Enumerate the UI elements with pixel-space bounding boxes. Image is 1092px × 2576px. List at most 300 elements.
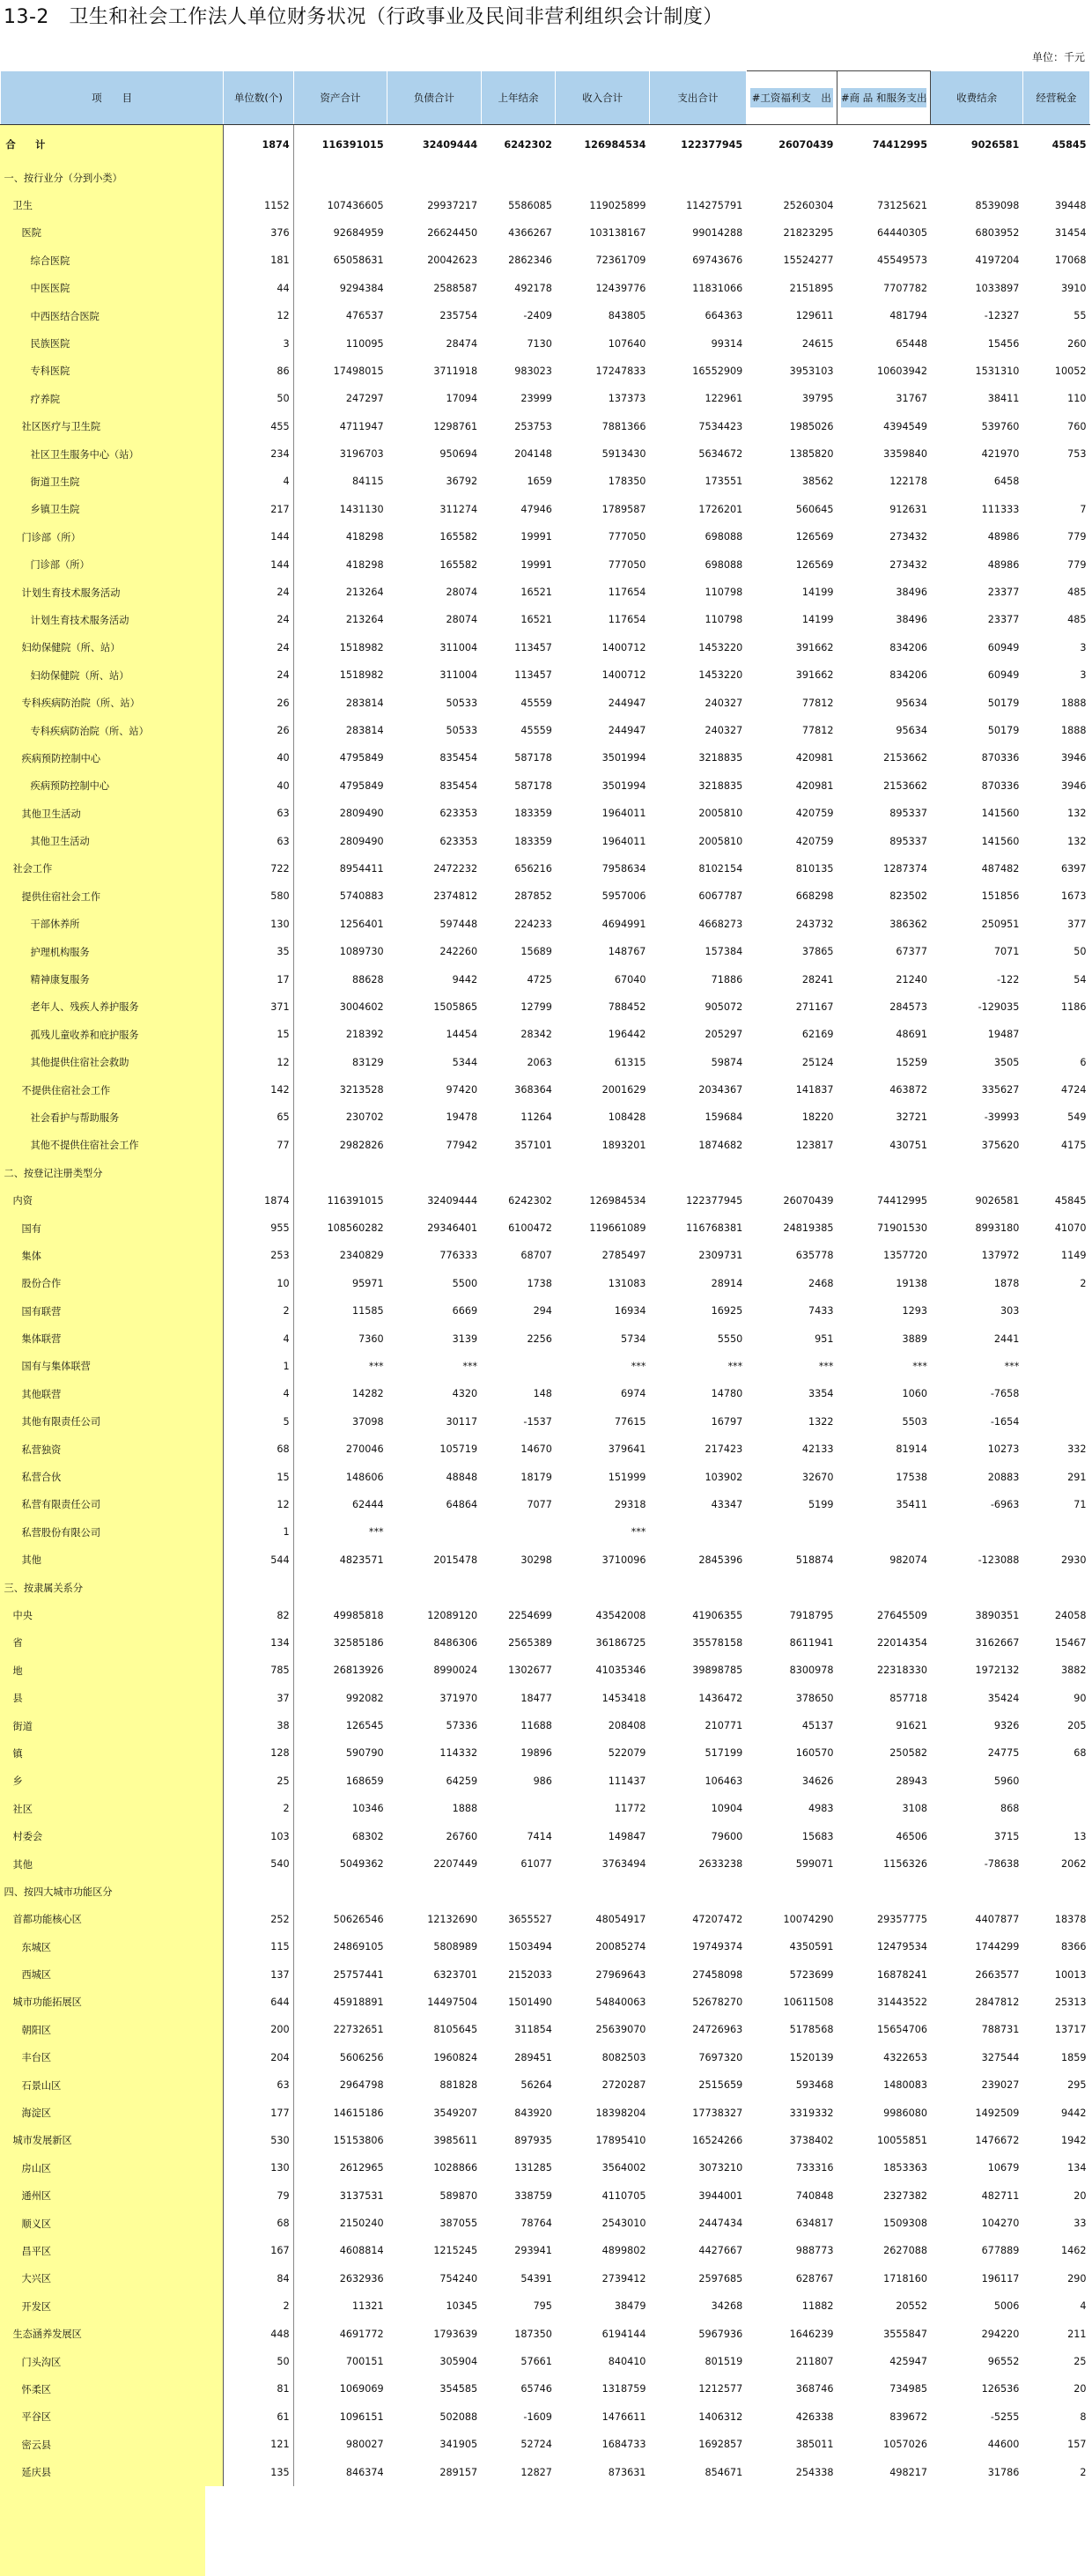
cell-value: 3108: [902, 1803, 927, 1815]
cell-value: [293, 1878, 387, 1905]
cell-value: 1726201: [698, 503, 743, 515]
cell-value: 2930: [1061, 1554, 1087, 1566]
cell-value: 117654: [608, 587, 646, 599]
table-row: [1, 1103, 1090, 1131]
cell-value: 3890351: [975, 1609, 1020, 1621]
cell-value: 10346: [352, 1803, 384, 1815]
cell-value: 4: [1080, 2300, 1087, 2313]
cell-value: 26624450: [427, 226, 478, 239]
cell-value: 21240: [896, 973, 927, 985]
cell-value: 142: [224, 1076, 293, 1103]
cell-value: 68: [224, 1436, 293, 1463]
cell-value: 895337: [889, 808, 927, 820]
cell-value: 28474: [446, 337, 478, 350]
cell-value: 20042623: [427, 255, 478, 267]
cell-value: [931, 1518, 1022, 1546]
cell-value: 68: [1074, 1747, 1087, 1760]
cell-value: 3711918: [433, 365, 478, 377]
cell-value: 7360: [358, 1332, 384, 1345]
row-label: 密云县: [1, 2431, 224, 2458]
cell-value: 43542008: [595, 1609, 646, 1621]
cell-value: 4322653: [883, 2051, 927, 2063]
cell-value: 1518982: [339, 641, 384, 653]
cell-value: 165582: [439, 558, 478, 571]
cell-value: 47207472: [692, 1913, 743, 1925]
row-label: 其他有限责任公司: [1, 1408, 224, 1436]
cell-value: 90: [1074, 1692, 1087, 1704]
cell-value: 25313: [1054, 1996, 1087, 2008]
cell-value: 6067787: [698, 890, 743, 903]
cell-value: 45559: [520, 725, 552, 736]
cell-value: 1322: [808, 1415, 834, 1428]
row-label: 通州区: [1, 2182, 224, 2210]
cell-value: 12: [224, 1491, 293, 1518]
cell-value: 4724: [1061, 1084, 1087, 1096]
cell-value: 15153806: [333, 2134, 384, 2146]
cell-value: 113457: [514, 641, 552, 653]
cell-value: 35424: [987, 1692, 1020, 1704]
cell-value: 983023: [514, 365, 552, 377]
row-label: 社会工作: [1, 855, 224, 882]
cell-value: 74412995: [872, 138, 927, 151]
cell-value: 25: [1074, 2356, 1087, 2368]
cell-value: 6242302: [504, 138, 552, 151]
cell-value: 5734: [620, 1332, 646, 1345]
row-label: 老年人、残疾人养护服务: [1, 993, 224, 1021]
cell-value: 3910: [1061, 282, 1087, 294]
cell-value: 1684733: [601, 2439, 646, 2451]
table-row: [1, 689, 1090, 716]
cell-value: 111437: [608, 1775, 646, 1787]
cell-value: 518874: [795, 1554, 834, 1566]
cell-value: 45559: [520, 697, 552, 709]
cell-value: 6803952: [975, 226, 1020, 239]
cell-value: 2327382: [883, 2189, 927, 2202]
cell-value: 3505: [993, 1056, 1020, 1068]
table-row: [1, 1960, 1090, 1988]
header-goods-services: [837, 71, 931, 125]
cell-value: 32409444: [427, 1194, 478, 1207]
cell-value: [1022, 1353, 1089, 1380]
cell-value: 38411: [987, 393, 1020, 405]
cell-value: 8105645: [433, 2024, 478, 2036]
row-label: 社区卫生服务中心（站）: [1, 440, 224, 468]
cell-value: 7433: [808, 1305, 834, 1318]
cell-value: 50626546: [333, 1913, 384, 1925]
cell-value: 9986080: [883, 2107, 927, 2119]
cell-value: [481, 1518, 556, 1546]
table-body: [1, 125, 1090, 2486]
table-row: [1, 911, 1090, 938]
cell-value: 2207449: [433, 1858, 478, 1871]
cell-value: 25260304: [783, 199, 834, 211]
cell-value: 560645: [795, 503, 834, 515]
table-area: [0, 70, 1092, 2576]
table-row: [1, 1601, 1090, 1628]
cell-value: 11882: [801, 2300, 834, 2313]
cell-value: 157: [1067, 2439, 1087, 2451]
cell-value: 1028866: [433, 2162, 478, 2174]
cell-value: 41070: [1054, 1222, 1087, 1235]
cell-value: 3: [1080, 641, 1087, 653]
page-title: 13-2 卫生和社会工作法人单位财务状况（行政事业及民间非营利组织会计制度）: [4, 6, 723, 28]
cell-value: [649, 1159, 746, 1186]
cell-value: 15467: [1054, 1636, 1087, 1649]
row-label: 妇幼保健院（所、站）: [1, 661, 224, 689]
cell-value: 11585: [352, 1305, 384, 1318]
cell-value: 218392: [345, 1029, 384, 1041]
cell-value: 48986: [987, 531, 1020, 543]
cell-value: 481794: [889, 310, 927, 322]
cell-value: 181: [224, 247, 293, 274]
cell-value: 45918891: [333, 1996, 384, 2008]
cell-value: 1501490: [508, 1996, 552, 2008]
cell-value: [293, 1159, 387, 1186]
cell-value: 177: [224, 2099, 293, 2126]
cell-value: -123088: [978, 1554, 1020, 1566]
cell-value: [837, 164, 931, 191]
row-label: 社区医疗与卫生院: [1, 413, 224, 440]
cell-value: 5808989: [433, 1941, 478, 1953]
cell-value: 371970: [439, 1692, 478, 1704]
cell-value: 5913430: [601, 448, 646, 461]
table-row: [1, 2016, 1090, 2043]
cell-value: 132: [1067, 808, 1087, 820]
cell-value: 45137: [801, 1720, 834, 1732]
cell-value: [387, 1574, 482, 1601]
row-label: 专科疾病防治院（所、站）: [1, 689, 224, 716]
cell-value: 4668273: [698, 918, 743, 930]
cell-value: 18477: [520, 1692, 552, 1704]
cell-value: 870336: [981, 779, 1020, 792]
table-row: [1, 2154, 1090, 2181]
cell-value: 7130: [527, 337, 552, 350]
cell-value: 213264: [345, 614, 384, 626]
cell-value: 38496: [896, 587, 927, 599]
cell-value: 3738402: [789, 2134, 834, 2146]
row-label: 街道: [1, 1712, 224, 1739]
cell-value: 137373: [608, 393, 646, 405]
cell-value: 61: [224, 2403, 293, 2431]
cell-value: 1096151: [339, 2410, 384, 2423]
cell-value: 1453220: [698, 669, 743, 682]
cell-value: 777050: [608, 531, 646, 543]
cell-value: 60949: [987, 641, 1020, 653]
table-row: [1, 938, 1090, 965]
cell-value: 1480083: [883, 2079, 927, 2092]
table-row: [1, 744, 1090, 771]
cell-value: 63: [224, 2071, 293, 2099]
cell-value: 2: [1080, 2466, 1087, 2478]
table-row: [1, 965, 1090, 993]
cell-value: 24: [224, 606, 293, 633]
cell-value: 580: [224, 882, 293, 910]
row-label: 私营有限责任公司: [1, 1491, 224, 1518]
cell-value: 540: [224, 1850, 293, 1878]
table-row: [1, 800, 1090, 827]
cell-value: 2: [224, 1795, 293, 1822]
cell-value: 593468: [795, 2079, 834, 2092]
cell-value: 119025899: [589, 199, 646, 211]
cell-value: 20552: [896, 2300, 927, 2313]
table-row: [1, 1518, 1090, 1546]
table-row: [1, 302, 1090, 329]
cell-value: 6242302: [508, 1194, 552, 1207]
table-row: [1, 1657, 1090, 1684]
table-row: [1, 579, 1090, 606]
table-row: [1, 523, 1090, 550]
cell-value: 10273: [987, 1443, 1020, 1456]
row-label: 乡: [1, 1768, 224, 1795]
cell-value: 11321: [352, 2300, 384, 2313]
cell-value: 311274: [439, 503, 478, 515]
cell-value: 50179: [987, 725, 1020, 736]
cell-value: 485: [1067, 587, 1087, 599]
cell-value: 44600: [987, 2439, 1020, 2451]
cell-value: 378650: [795, 1692, 834, 1704]
cell-value: 386362: [889, 918, 927, 930]
cell-value: [1022, 1325, 1089, 1352]
cell-value: [481, 1574, 556, 1601]
cell-value: 1646239: [789, 2328, 834, 2340]
cell-value: 96552: [987, 2356, 1020, 2368]
table-row: [1, 329, 1090, 357]
cell-value: 6100472: [508, 1222, 552, 1235]
cell-value: 1476672: [975, 2134, 1020, 2146]
cell-value: 418298: [345, 558, 384, 571]
cell-value: 104270: [981, 2218, 1020, 2230]
cell-value: 24775: [987, 1747, 1020, 1760]
cell-value: 37098: [352, 1415, 384, 1428]
cell-value: 25757441: [333, 1968, 384, 1981]
row-label: 其他卫生活动: [1, 800, 224, 827]
cell-value: 854671: [705, 2466, 743, 2478]
cell-value: 1: [224, 1353, 293, 1380]
header-row: [1, 71, 1090, 125]
cell-value: [224, 1574, 293, 1601]
cell-value: 29357775: [877, 1913, 927, 1925]
cell-value: 3359840: [883, 448, 927, 461]
cell-value: 30298: [520, 1554, 552, 1566]
cell-value: 4983: [808, 1803, 834, 1815]
table-row: [1, 2127, 1090, 2154]
cell-value: [387, 1878, 482, 1905]
cell-value: 108428: [608, 1111, 646, 1124]
cell-value: 988773: [795, 2245, 834, 2257]
cell-value: 17094: [446, 393, 478, 405]
cell-value: 13717: [1054, 2024, 1087, 2036]
cell-value: 115: [224, 1933, 293, 1960]
cell-value: 144: [224, 550, 293, 578]
table-row: [1, 827, 1090, 854]
cell-value: 137972: [981, 1250, 1020, 1262]
cell-value: 64440305: [877, 226, 927, 239]
cell-value: 391662: [795, 641, 834, 653]
cell-value: 840410: [608, 2356, 646, 2368]
cell-value: 502088: [439, 2410, 478, 2423]
cell-value: 244947: [608, 697, 646, 709]
cell-value: 4: [224, 1380, 293, 1407]
cell-value: -12327: [984, 310, 1020, 322]
cell-value: 35578158: [692, 1636, 743, 1649]
cell-value: 293941: [514, 2245, 552, 2257]
cell-value: 86: [224, 358, 293, 385]
cell-value: 664363: [705, 310, 743, 322]
cell-value: 151856: [981, 890, 1020, 903]
cell-value: 39448: [1054, 199, 1087, 211]
cell-value: 4795849: [339, 779, 384, 792]
cell-value: 295: [1067, 2079, 1087, 2092]
cell-value: 810135: [795, 862, 834, 875]
cell-value: 4394549: [883, 420, 927, 432]
cell-value: 18179: [520, 1471, 552, 1483]
cell-value: 341905: [439, 2439, 478, 2451]
cell-value: 14282: [352, 1388, 384, 1400]
table-row: [1, 772, 1090, 800]
cell-value: [1022, 1518, 1089, 1546]
cell-value: -1537: [523, 1415, 552, 1428]
cell-value: 2152033: [508, 1968, 552, 1981]
cell-value: 50: [224, 2348, 293, 2375]
cell-value: 2809490: [339, 808, 384, 820]
cell-value: 760: [1067, 420, 1087, 432]
cell-value: 1874: [224, 125, 293, 165]
row-label: 妇幼保健院（所、站）: [1, 634, 224, 661]
cell-value: 62169: [801, 1029, 834, 1041]
cell-value: 5500: [452, 1277, 478, 1289]
cell-value: 50533: [446, 725, 478, 736]
cell-value: 250951: [981, 918, 1020, 930]
cell-value: 37: [224, 1684, 293, 1711]
cell-value: 217423: [705, 1443, 743, 1456]
cell-value: 6669: [452, 1305, 478, 1318]
cell-value: 103: [224, 1822, 293, 1849]
cell-value: 3946: [1061, 779, 1087, 792]
cell-value: 196442: [608, 1029, 646, 1041]
cell-value: 103138167: [589, 226, 646, 239]
cell-value: 623353: [439, 808, 478, 820]
table-row: [1, 496, 1090, 523]
cell-value: 13: [1074, 1830, 1087, 1842]
cell-value: 24726963: [692, 2024, 743, 2036]
cell-value: 40: [224, 772, 293, 800]
cell-value: 950694: [439, 448, 478, 461]
cell-value: 3162667: [975, 1636, 1020, 1649]
table-row: [1, 1159, 1090, 1186]
cell-value: 4366267: [508, 226, 552, 239]
cell-value: 2845396: [698, 1554, 743, 1566]
row-label: 朝阳区: [1, 2016, 224, 2043]
cell-value: 1318759: [601, 2383, 646, 2395]
cell-value: [1022, 164, 1089, 191]
cell-value: 5957006: [601, 890, 646, 903]
cell-value: 425947: [889, 2356, 927, 2368]
cell-value: 32721: [896, 1111, 927, 1124]
cell-value: 10611508: [783, 1996, 834, 2008]
cell-value: 50: [224, 385, 293, 412]
cell-value: 9294384: [339, 282, 384, 294]
cell-value: 2565389: [508, 1636, 552, 1649]
cell-value: 7697320: [698, 2051, 743, 2063]
table-row: [1, 1353, 1090, 1380]
cell-value: 3319332: [789, 2107, 834, 2119]
table-row: [1, 1380, 1090, 1407]
cell-value: 27645509: [877, 1609, 927, 1621]
cell-value: 335627: [981, 1084, 1020, 1096]
cell-value: 26760: [446, 1830, 478, 1842]
cell-value: 64259: [446, 1775, 478, 1787]
cell-value: 1406312: [698, 2410, 743, 2423]
cell-value: 2964798: [339, 2079, 384, 2092]
row-label: 城市功能拓展区: [1, 1989, 224, 2016]
row-label: 私营独资: [1, 1436, 224, 1463]
cell-value: 2720287: [601, 2079, 646, 2092]
cell-value: 1057026: [883, 2439, 927, 2451]
cell-value: 4711947: [339, 420, 384, 432]
cell-value: 253: [224, 1242, 293, 1269]
table-row: [1, 1712, 1090, 1739]
cell-value: 114332: [439, 1747, 478, 1760]
cell-value: 183359: [514, 808, 552, 820]
cell-value: 10345: [446, 2300, 478, 2313]
header-liabilities: 负债合计: [387, 71, 482, 125]
cell-value: 6: [1080, 1056, 1087, 1068]
cell-value: 1149: [1061, 1250, 1087, 1262]
cell-value: 1960824: [433, 2051, 478, 2063]
cell-value: 5049362: [339, 1858, 384, 1871]
cell-value: 23377: [987, 614, 1020, 626]
cell-value: [1022, 1380, 1089, 1407]
cell-value: 311004: [439, 641, 478, 653]
cell-value: 8486306: [433, 1636, 478, 1649]
row-label: 海淀区: [1, 2099, 224, 2126]
cell-value: [1022, 1795, 1089, 1822]
cell-value: 3354: [808, 1388, 834, 1400]
cell-value: 482711: [981, 2189, 1020, 2202]
table-row: [1, 1768, 1090, 1795]
cell-value: 35: [224, 938, 293, 965]
row-label: 中央: [1, 1601, 224, 1628]
cell-value: 10603942: [877, 365, 927, 377]
table-row: [1, 440, 1090, 468]
cell-value: 116391015: [327, 1194, 384, 1207]
cell-value: 2340829: [339, 1250, 384, 1262]
cell-value: 43347: [711, 1498, 743, 1510]
cell-value: 130: [224, 2154, 293, 2181]
cell-value: 951: [815, 1332, 834, 1345]
cell-value: 1156326: [883, 1858, 927, 1871]
table-row: [1, 2071, 1090, 2099]
cell-value: 779: [1067, 558, 1087, 571]
cell-value: 62444: [352, 1498, 384, 1510]
table-row: [1, 1546, 1090, 1574]
row-label: 专科医院: [1, 358, 224, 385]
cell-value: 10: [224, 1270, 293, 1297]
cell-value: 327544: [981, 2051, 1020, 2063]
cell-value: 41035346: [595, 1664, 646, 1677]
cell-value: 110798: [705, 587, 743, 599]
cell-value: 12827: [520, 2466, 552, 2478]
cell-value: 1874: [224, 1186, 293, 1214]
cell-value: [293, 1574, 387, 1601]
cell-value: [1022, 1408, 1089, 1436]
cell-value: 18398204: [595, 2107, 646, 2119]
cell-value: 5960: [993, 1775, 1020, 1787]
cell-value: 311854: [514, 2024, 552, 2036]
cell-value: 9326: [993, 1720, 1020, 1732]
table-row: [1, 247, 1090, 274]
cell-value: 173551: [705, 476, 743, 488]
